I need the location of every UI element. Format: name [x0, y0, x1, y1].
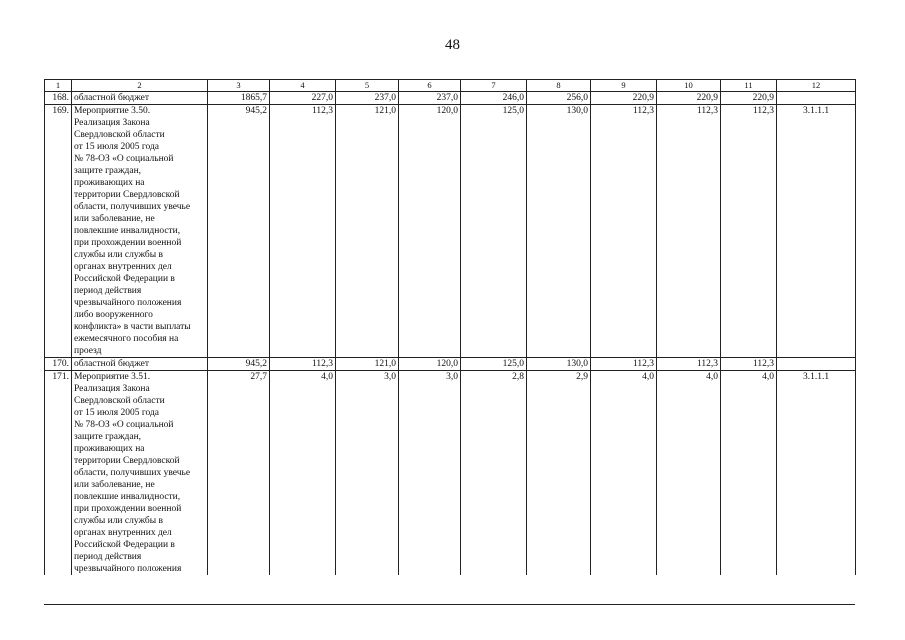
- name-line: Мероприятие 3.51.: [74, 372, 151, 382]
- column-header: 11: [721, 80, 777, 92]
- name-line: органах внутренних дел: [74, 528, 172, 538]
- value-cell: 125,0: [461, 105, 527, 358]
- name-line: области, получивших увечье: [74, 202, 191, 212]
- value-cell: 246,0: [461, 92, 527, 105]
- name-line: № 78-ОЗ «О социальной: [74, 154, 174, 164]
- measure-row: [45, 105, 856, 358]
- name-line: Мероприятие 3.50.: [74, 106, 151, 116]
- budget-row: [45, 92, 856, 105]
- column-header: 4: [270, 80, 336, 92]
- value-cell: 130,0: [527, 358, 591, 371]
- name-line: конфликта» в части выплаты: [74, 322, 191, 332]
- name-line: от 15 июля 2005 года: [74, 142, 160, 152]
- name-line: повлекшие инвалидности,: [74, 492, 181, 502]
- row-index: 168.: [45, 92, 72, 105]
- column-header: 6: [399, 80, 461, 92]
- column-header: 5: [336, 80, 399, 92]
- name-line: территории Свердловской: [74, 456, 180, 466]
- name-line: при прохождении военной: [74, 504, 182, 514]
- name-line: или заболевание, не: [74, 214, 155, 224]
- name-line: повлекшие инвалидности,: [74, 226, 181, 236]
- value-cell: 112,3: [657, 358, 721, 371]
- value-cell: 27,7: [208, 371, 270, 576]
- name-line: Реализация Закона: [74, 384, 150, 394]
- row-name: [72, 105, 208, 358]
- value-cell: 120,0: [399, 358, 461, 371]
- name-line: период действия: [74, 552, 142, 562]
- budget-table: [44, 79, 856, 575]
- name-line: областной бюджет: [74, 359, 150, 369]
- column-header: 12: [777, 80, 856, 92]
- value-cell: 220,9: [721, 92, 777, 105]
- target-code: 3.1.1.1: [777, 371, 856, 576]
- row-name: [72, 371, 208, 576]
- name-line: Российской Федерации в: [74, 274, 175, 284]
- name-line: территории Свердловской: [74, 190, 180, 200]
- row-index: 169.: [45, 105, 72, 358]
- name-line: чрезвычайного положения: [74, 564, 182, 574]
- value-cell: 2,8: [461, 371, 527, 576]
- value-cell: 220,9: [657, 92, 721, 105]
- value-cell: 121,0: [336, 105, 399, 358]
- name-line: от 15 июля 2005 года: [74, 408, 160, 418]
- target-code: [777, 358, 856, 371]
- value-cell: 125,0: [461, 358, 527, 371]
- name-line: ежемесячного пособия на: [74, 334, 179, 344]
- name-line: областной бюджет: [74, 93, 150, 103]
- name-line: или заболевание, не: [74, 480, 155, 490]
- value-cell: 130,0: [527, 105, 591, 358]
- value-cell: 112,3: [657, 105, 721, 358]
- value-cell: 237,0: [336, 92, 399, 105]
- row-index: 171.: [45, 371, 72, 576]
- column-number-row: [45, 80, 856, 92]
- table-body: [45, 92, 856, 576]
- value-cell: 120,0: [399, 105, 461, 358]
- name-line: № 78-ОЗ «О социальной: [74, 420, 174, 430]
- name-line: области, получивших увечье: [74, 468, 191, 478]
- value-cell: 227,0: [270, 92, 336, 105]
- column-header: 2: [72, 80, 208, 92]
- budget-row: [45, 358, 856, 371]
- value-cell: 3,0: [399, 371, 461, 576]
- value-cell: 112,3: [591, 105, 657, 358]
- name-line: при прохождении военной: [74, 238, 182, 248]
- value-cell: 945,2: [208, 105, 270, 358]
- value-cell: 3,0: [336, 371, 399, 576]
- measure-row: [45, 371, 856, 576]
- value-cell: 945,2: [208, 358, 270, 371]
- value-cell: 256,0: [527, 92, 591, 105]
- column-header: 9: [591, 80, 657, 92]
- name-line: Свердловской области: [74, 130, 165, 140]
- name-line: защите граждан,: [74, 432, 142, 442]
- name-line: либо вооруженного: [74, 310, 153, 320]
- value-cell: 112,3: [270, 105, 336, 358]
- name-line: органах внутренних дел: [74, 262, 172, 272]
- name-line: Реализация Закона: [74, 118, 150, 128]
- column-header: 7: [461, 80, 527, 92]
- value-cell: 112,3: [591, 358, 657, 371]
- value-cell: 220,9: [591, 92, 657, 105]
- target-code: 3.1.1.1: [777, 105, 856, 358]
- value-cell: 112,3: [721, 358, 777, 371]
- name-line: службы или службы в: [74, 250, 163, 260]
- column-header: 8: [527, 80, 591, 92]
- row-name: [72, 358, 208, 371]
- value-cell: 112,3: [270, 358, 336, 371]
- column-header: 3: [208, 80, 270, 92]
- value-cell: 112,3: [721, 105, 777, 358]
- value-cell: 121,0: [336, 358, 399, 371]
- value-cell: 237,0: [399, 92, 461, 105]
- name-line: проживающих на: [74, 444, 145, 454]
- column-header: 10: [657, 80, 721, 92]
- value-cell: 4,0: [591, 371, 657, 576]
- column-header: 1: [45, 80, 72, 92]
- row-index: 170.: [45, 358, 72, 371]
- value-cell: 1865,7: [208, 92, 270, 105]
- name-line: проезд: [74, 346, 102, 356]
- name-line: период действия: [74, 286, 142, 296]
- value-cell: 4,0: [657, 371, 721, 576]
- value-cell: 4,0: [270, 371, 336, 576]
- name-line: службы или службы в: [74, 516, 163, 526]
- row-name: [72, 92, 208, 105]
- name-line: проживающих на: [74, 178, 145, 188]
- table-bottom-border: [44, 604, 855, 605]
- value-cell: 2,9: [527, 371, 591, 576]
- name-line: Свердловской области: [74, 396, 165, 406]
- name-line: Российской Федерации в: [74, 540, 175, 550]
- value-cell: 4,0: [721, 371, 777, 576]
- name-line: чрезвычайного положения: [74, 298, 182, 308]
- target-code: [777, 92, 856, 105]
- name-line: защите граждан,: [74, 166, 142, 176]
- page-number: 48: [445, 37, 460, 53]
